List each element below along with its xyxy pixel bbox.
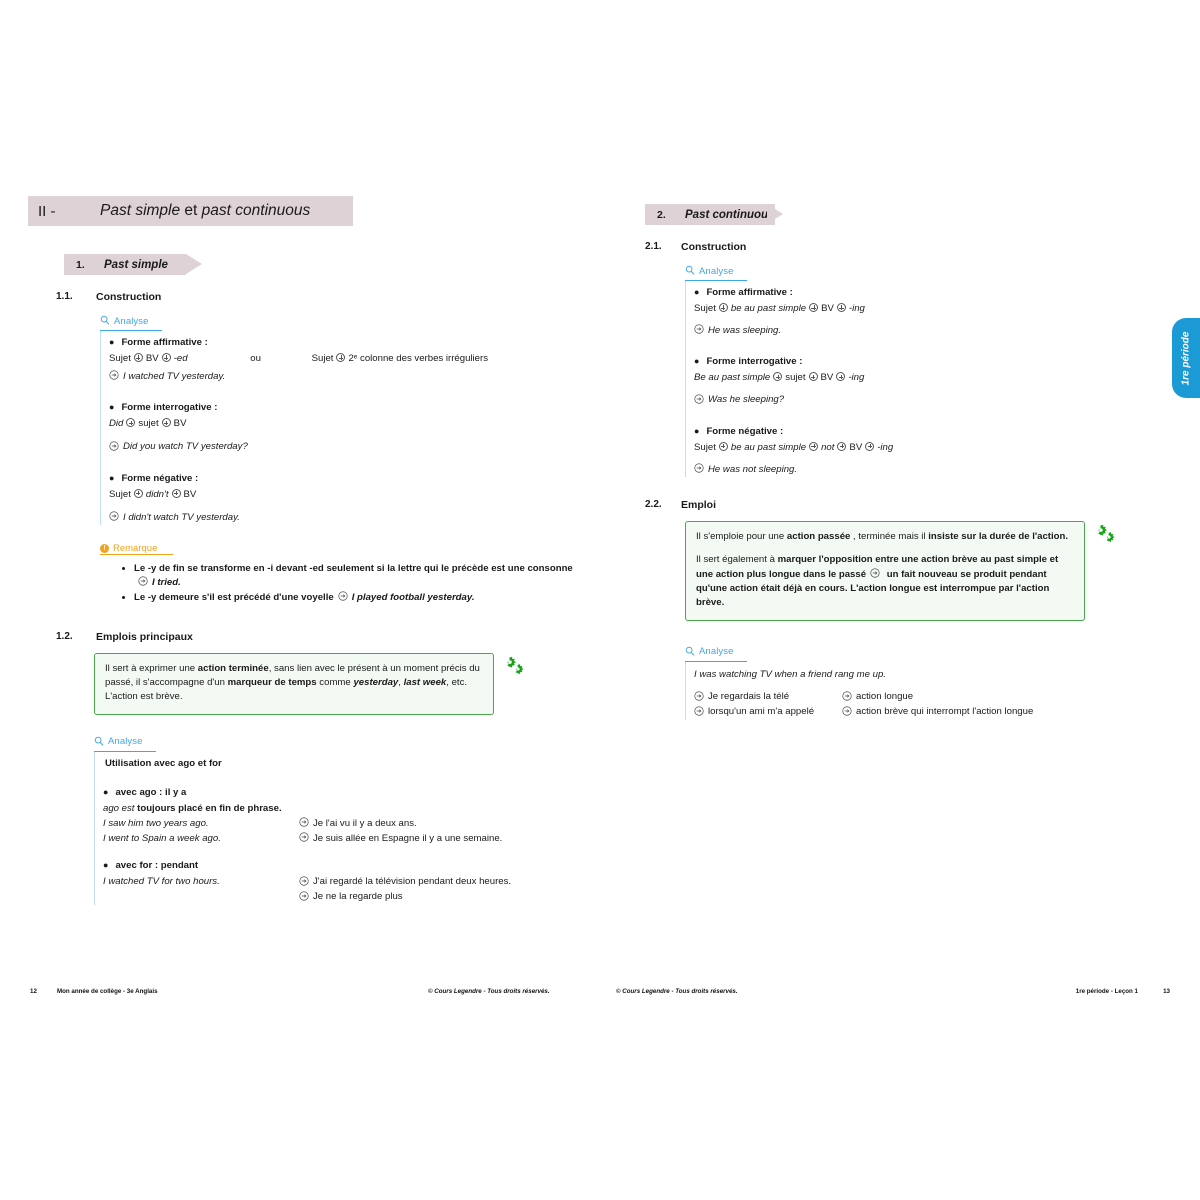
example-row: J'ai regardé la télévision pendant deux heures. [299,875,588,890]
remarque-item [134,562,588,590]
formula-negative [694,441,1165,455]
plus-circle-icon [865,442,874,451]
label-avec-for: avec for : pendant [115,860,199,872]
subsection-tag-number: 2. [657,208,666,221]
analyse-rows-table [694,690,1165,720]
example-affirmative [109,370,588,384]
label-forme-negative: Forme négative : [121,472,199,484]
bullet-dot: ● [103,860,109,871]
example-row: I went to Spain a week ago. [103,832,221,844]
for-examples-table [103,875,588,905]
bullet-dot: ● [694,287,700,297]
arrow-circle-icon [842,691,852,701]
bullet-avec-for [103,860,588,871]
subsection-tag-past-simple [64,254,186,275]
label-forme-interrogative: Forme interrogative : [121,402,218,414]
formula-affirmative [694,302,1165,316]
footer-copyright-left: © Cours Legendre - Tous droits réservés. [428,988,550,995]
bullet-forme-affirmative [694,287,1165,298]
right-column [645,196,1165,720]
example-row: Je l'ai vu il y a deux ans. [299,817,588,832]
formula-bv: BV [145,353,159,364]
example-negative [109,511,588,525]
green-callout-paragraph-2: Il sert également à marquer l'opposition entre une action brève au past simple et une action plus longue dans le passé un fait nouveau se produit pendant qu'une action était déjà en cours. L'action longue est interrompue par l'action brève. [696,554,1059,609]
label-forme-affirmative: Forme affirmative : [121,337,208,348]
bullet-forme-interrogative [694,356,1165,367]
magnifier-icon [685,262,695,280]
arrow-circle-icon [109,370,119,380]
ago-for-title [103,758,588,769]
magnifier-icon [100,312,110,330]
formula-sujet: sujet [785,372,806,384]
analyse-row: action brève qui interrompt l'action longue [842,705,1165,720]
example-affirmative-text: He was sleeping. [708,324,782,336]
formula-or: ou [250,353,261,364]
plus-circle-icon [837,303,846,312]
formula-irregular: 2ᵉ colonne des verbes irréguliers [348,353,489,364]
ago-rule-bold: toujours placé en fin de phrase. [137,802,282,814]
ago-examples-en [103,817,299,847]
green-callout-emploi [685,521,1085,621]
formula-sujet-2: Sujet [311,353,334,364]
formula-ed: -ed [173,353,188,364]
plus-circle-icon [837,442,846,451]
plus-circle-icon [162,353,171,362]
example-affirmative-text: I watched TV yesterday. [123,370,226,382]
footer-page-number-right: 13 [1163,988,1170,995]
bullet-dot: ● [109,402,115,413]
example-interrogative-text: Did you watch TV yesterday? [123,441,248,453]
remarque-header [100,543,173,555]
magnifier-icon [685,643,695,661]
heading-1-1 [56,291,588,303]
analyse-block-construction [100,312,588,525]
for-examples-fr [299,875,588,905]
heading-2-2 [645,499,1165,511]
arrow-circle-icon [870,568,880,578]
label-forme-affirmative: Forme affirmative : [706,287,793,298]
plus-circle-icon [336,353,345,362]
remarque-example: I played football yesterday. [351,591,475,603]
arrow-circle-icon [842,706,852,716]
example-row: Je suis allée en Espagne il y a une semaine. [299,832,588,847]
remarque-label: Remarque [113,542,158,554]
period-side-tab[interactable] [1172,318,1200,398]
analyse-header [94,733,156,752]
subsection-tag-past-continuous [645,204,775,225]
bullet-dot: ● [694,425,700,436]
bullet-forme-interrogative [109,402,588,413]
warning-icon: ! [100,544,109,553]
subsection-tag-number: 1. [76,258,85,271]
formula-be-past: be au past simple [730,303,807,314]
plus-circle-icon [126,418,135,427]
section-heading [28,196,353,226]
analyse-body [100,331,588,525]
remarque-item-text: Le -y de fin se transforme en -i devant -ed seulement si la lettre qui le précède est une consonne [134,562,573,574]
footer-title-left: Mon année de collège - 3e Anglais [57,988,158,995]
example-negative-text: He was not sleeping. [708,463,798,475]
footer-copyright-right: © Cours Legendre - Tous droits réservés. [616,988,738,995]
formula-didnt: didn't [145,488,169,500]
arrow-circle-icon [694,324,704,334]
analyse-label: Analyse [699,646,734,658]
example-affirmative [694,324,1165,338]
example-row: I saw him two years ago. [103,817,209,829]
label-avec-ago: avec ago : il y a [115,786,187,798]
plus-circle-icon [809,372,818,381]
formula-interrogative [694,371,1165,385]
formula-affirmative [109,352,588,366]
formula-be-past: be au past simple [730,441,807,453]
example-interrogative [694,393,1165,407]
heading-2-2-label: Emploi [681,498,717,511]
analyse-rows-right [842,690,1165,720]
arrow-circle-icon [299,832,309,842]
plus-circle-icon [162,418,171,427]
footer-page-number-left: 12 [30,988,37,995]
arrow-circle-icon [338,591,348,601]
formula-sujet: Sujet [109,353,131,364]
example-negative-text: I didn't watch TV yesterday. [123,511,240,523]
section-title: Past simple et past continuous [100,202,311,219]
example-row: Je ne la regarde plus [299,890,588,905]
plus-circle-icon [809,442,818,451]
green-callout-emplois [94,653,494,715]
formula-sujet: Sujet [694,303,716,314]
bullet-forme-negative [694,426,1165,437]
subsection-tag-label: Past simple [104,258,168,271]
formula-interrogative [109,417,588,431]
heading-1-1-label: Construction [96,291,162,303]
formula-sujet: sujet [138,418,159,430]
period-side-tab-label: 1re période [1180,331,1192,385]
arrow-circle-icon [109,441,119,451]
plus-circle-icon [719,442,728,451]
remarque-block [100,543,588,605]
remarque-item-text: Le -y demeure s'il est précédé d'une voyelle [134,591,334,603]
arrow-circle-icon [299,817,309,827]
label-forme-interrogative: Forme interrogative : [706,356,803,368]
remarque-item [134,591,588,605]
bullet-dot: ● [694,356,700,367]
formula-did: Did [109,418,124,430]
analyse-body [94,752,588,905]
magnifier-icon [94,733,104,751]
example-interrogative [109,440,588,454]
formula-sujet: Sujet [109,488,131,500]
green-callout-wrap-right [685,521,1165,621]
formula-ing: -ing [848,303,865,314]
for-examples-en [103,875,299,905]
analyse-label: Analyse [699,265,734,277]
heading-1-1-number: 1.1. [56,291,73,302]
arrow-circle-icon [299,891,309,901]
heading-1-2-label: Emplois principaux [96,630,193,643]
heading-1-2 [56,631,588,643]
bullet-avec-ago [103,787,588,798]
bullet-dot: ● [109,472,115,483]
formula-bv: BV [821,303,834,314]
plus-circle-icon [773,372,782,381]
example-interrogative-text: Was he sleeping? [708,394,785,406]
analyse-block-construction-continuous [685,262,1165,477]
bullet-forme-affirmative [109,337,588,348]
footer-title-right: 1re période - Leçon 1 [1075,988,1138,995]
analyse-rows-left [694,690,842,720]
label-forme-negative: Forme négative : [706,425,784,437]
example-negative [694,463,1165,477]
ago-rule [103,802,588,816]
formula-bv: BV [173,418,187,430]
analyse-label: Analyse [108,736,143,748]
analyse-block-ago-for [94,733,588,905]
arrow-circle-icon [138,576,148,586]
plus-circle-icon [134,353,143,362]
analyse-header [100,312,162,331]
arrow-circle-icon [694,394,704,404]
section-number: II - [38,202,56,220]
formula-negative [109,488,588,502]
formula-bv: BV [849,441,863,453]
plus-circle-icon [809,303,818,312]
analyse-body [685,281,1165,477]
remarque-body [100,555,588,605]
analyse-block-emploi [685,643,1165,720]
ago-examples-fr [299,817,588,847]
analyse-body [685,662,1165,720]
gears-icon [503,656,525,681]
ago-examples-table [103,817,588,847]
formula-ing: -ing [848,372,865,384]
bullet-forme-negative [109,473,588,484]
plus-circle-icon [134,489,143,498]
example-row: I watched TV for two hours. [103,876,220,888]
heading-1-2-number: 1.2. [56,630,73,642]
bullet-dot: ● [103,786,109,797]
analyse-sentence: I was watching TV when a friend rang me up. [694,668,886,680]
arrow-circle-icon [299,876,309,886]
remarque-example: I tried. [152,576,181,588]
heading-2-1-label: Construction [681,241,747,253]
arrow-circle-icon [694,706,704,716]
formula-be-past: Be au past simple [694,372,771,384]
arrow-circle-icon [109,511,119,521]
plus-circle-icon [836,372,845,381]
analyse-header [685,262,747,281]
heading-2-2-number: 2.2. [645,498,662,510]
heading-2-1 [645,241,1165,253]
ago-rule-pre: ago est [103,802,138,814]
formula-ing: -ing [877,441,894,453]
remarque-list [110,562,588,605]
heading-2-1-number: 2.1. [645,241,662,252]
analyse-row: Je regardais la télé [694,690,842,705]
analyse-header [685,643,747,662]
bullet-dot: ● [109,337,115,347]
arrow-circle-icon [694,691,704,701]
formula-bv: BV [820,372,834,384]
subsection-tag-label: Past continuous [685,208,775,221]
formula-not: not [821,441,835,453]
formula-bv: BV [183,488,197,500]
ago-for-title-text: Utilisation avec ago et for [105,757,222,769]
plus-circle-icon [719,303,728,312]
gears-icon [1094,524,1116,549]
analyse-row: lorsqu'un ami m'a appelé [694,705,842,720]
green-callout-wrap-left [94,653,554,715]
plus-circle-icon [172,489,181,498]
arrow-circle-icon [694,463,704,473]
analyse-label: Analyse [114,315,149,327]
green-callout-text: Il sert à exprimer une action terminée, sans lien avec le présent à un moment précis du passé, il s'accompagne d'un marqueur de temps comme yesterday, last week, etc. L'action est brève. [105,662,480,703]
formula-sujet: Sujet [694,441,716,453]
analyse-row: action longue [842,690,1165,705]
green-callout-paragraph-1: Il s'emploie pour une action passée , terminée mais il insiste sur la durée de l'action. [696,530,1069,542]
left-column [28,196,588,905]
